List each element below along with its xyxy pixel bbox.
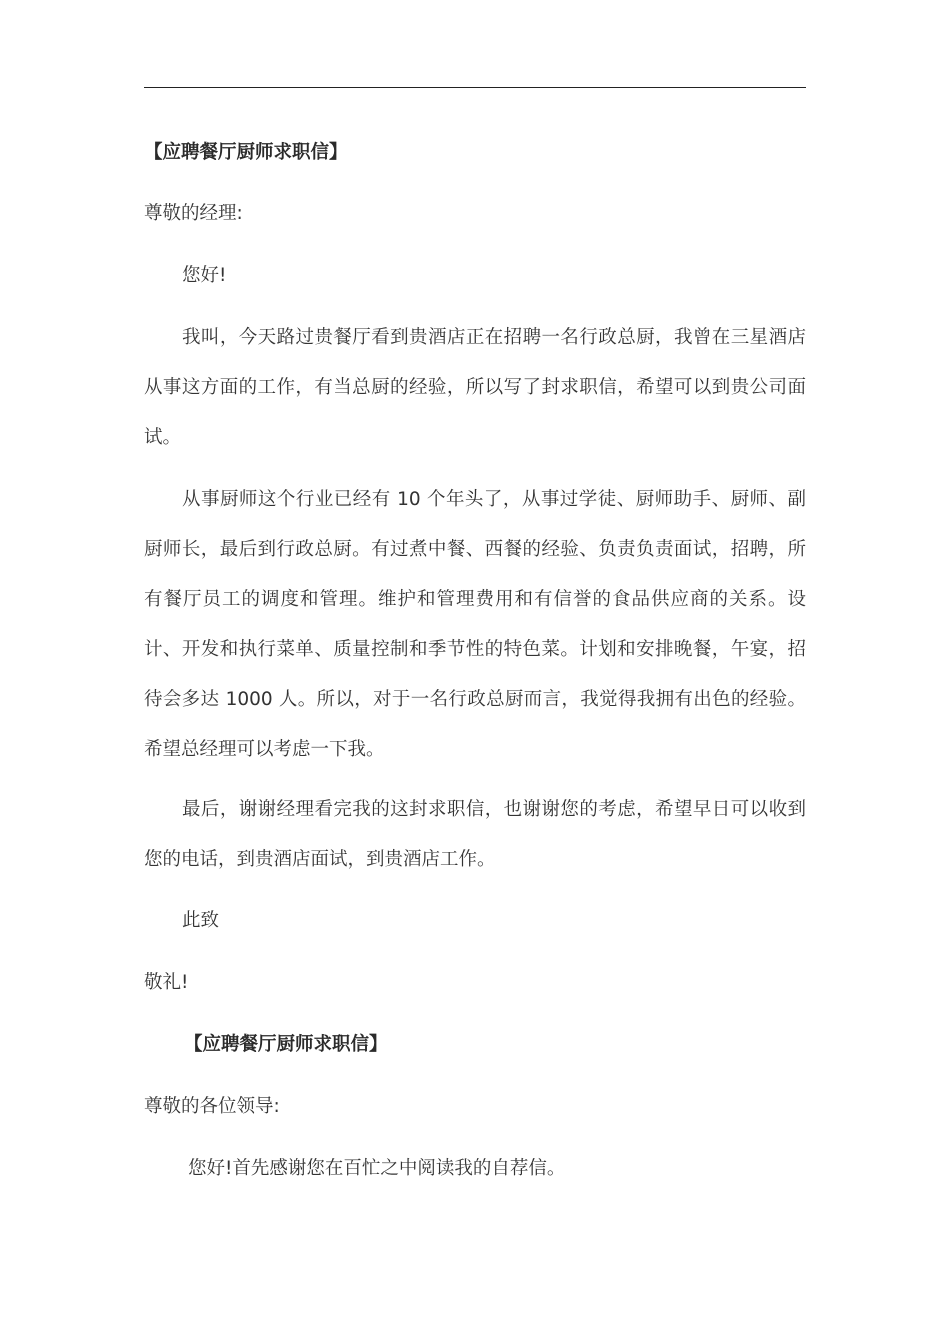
- letter-title-2: 【应聘餐厅厨师求职信】: [184, 1034, 388, 1055]
- closing-line-1: 此致: [182, 910, 220, 931]
- body-paragraph-3: 最后，谢谢经理看完我的这封求职信，也谢谢您的考虑，希望早日可以收到您的电话，到贵酒店面试，到贵酒店工作。: [144, 799, 806, 870]
- greeting-2: 您好!首先感谢您在百忙之中阅读我的自荐信。: [188, 1158, 566, 1179]
- salutation-1: 尊敬的经理:: [144, 203, 243, 224]
- body-paragraph-2: 从事厨师这个行业已经有 10 个年头了，从事过学徒、厨师助手、厨师、副厨师长，最后到行政总厨。有过煮中餐、西餐的经验、负责负责面试，招聘，所有餐厅员工的调度和管理。维护和管理费用和有信誉的食品供应商的关系。设计、开发和执行菜单、质量控制和季节性的特色菜。计划和安排晚餐，午宴，招待会多达 1000 人。所以，对于一名行政总厨而言，我觉得我拥有出色的经验。希望总经理可以考虑一下我。: [144, 489, 806, 760]
- letter-title-1: 【应聘餐厅厨师求职信】: [144, 142, 348, 163]
- salutation-2: 尊敬的各位领导:: [144, 1096, 280, 1117]
- greeting-1: 您好!: [182, 265, 227, 286]
- closing-line-2: 敬礼!: [144, 972, 189, 993]
- header-rule: [144, 87, 806, 88]
- body-paragraph-1: 我叫，今天路过贵餐厅看到贵酒店正在招聘一名行政总厨，我曾在三星酒店从事这方面的工作，有当总厨的经验，所以写了封求职信，希望可以到贵公司面试。: [144, 327, 806, 448]
